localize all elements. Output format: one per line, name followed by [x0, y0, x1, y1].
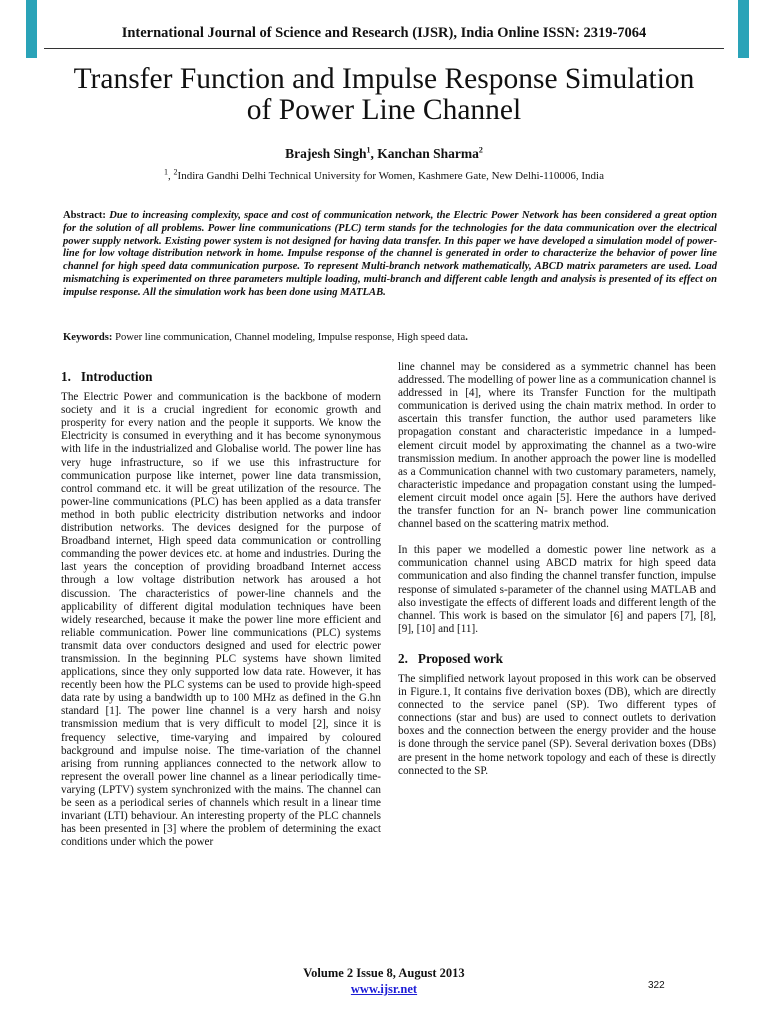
proposed-paragraph-1: The simplified network layout proposed in this work can be observed in Figure.1, It contains five derivation boxes (DB), which are directly connected to the service panel (SP). Two different types of connections (star and bus) are used to connect outlets to derivation boxes and the connection between the energy provider and the house is done through the service panel (SP). Several derivation boxes (DBs) are present in the home network topology and each of these is directly connected to the SP. [398, 672, 716, 777]
page-number: 322 [648, 980, 665, 991]
left-column [61, 370, 381, 849]
journal-header: International Journal of Science and Research (IJSR), India Online ISSN: 2319-7064 [121, 25, 647, 41]
keywords-text: Power line communication, Channel modeling, Impulse response, High speed data [115, 332, 466, 343]
section-title: Introduction [80, 369, 153, 384]
section-heading-proposed-work [398, 652, 716, 665]
author-affiliation-mark: 2 [478, 145, 483, 155]
abstract [63, 210, 717, 300]
affiliation [40, 167, 728, 182]
affiliation-mark: 2 [173, 167, 178, 177]
keywords-end: . [465, 332, 468, 343]
affiliation-separator: , [168, 170, 174, 182]
intro-paragraph-2: line channel may be considered as a symmetric channel has been addressed. The modelling of power line as a communication channel is addressed in [4], where its Transfer Function for the multipath communication is derived using the chain matrix method. In order to ascertain this transfer function, the author used parameters like propagation constant and characteristic impedance in a lumped-element circuit model by approximating the channel as a two-wire transmission medium. In another approach the power line is modelled as a Communication channel with two customary parameters, namely, characteristic impedance and propagation constant using the lumped-element circuit model once again [5]. Here the authors have derived the transfer function for an N- branch power line communication channel based on the scattering matrix method. [398, 361, 716, 531]
section-heading-introduction [61, 370, 381, 383]
paper-title [40, 64, 728, 126]
footer-link[interactable]: www.ijsr.net [350, 982, 418, 996]
author-name: Kanchan Sharma [377, 146, 479, 161]
author-list [40, 146, 728, 162]
abstract-text: Due to increasing complexity, space and cost of communication network, the Electric Power Network has been considered a great option for the solution of all problems. Power line communications (PLC) term stands for the technologies for the data communication over the electrical power supply network. Existing power system is not designed for having data transfer. In this paper we have developed a simulation model of power-line for low voltage distribution network in home. Impulse response of the channel is generated in order to characterize the behavior of power line channel for high speed data communication purpose. To represent Multi-branch network mathematically, ABCD matrix parameters are used. Load mismatching is experimented on three parameters multiple loading, multi-branch and different cable length and analysis is presented of its effect on impulse response. All the simulation work has been done using MATLAB. [63, 210, 717, 298]
right-column [398, 361, 716, 778]
affiliation-mark: 1 [164, 167, 169, 177]
section-title: Proposed work [417, 650, 504, 666]
intro-paragraph-1: The Electric Power and communication is the backbone of modern society and it is a crucial ingredient for economic growth and prosperity for every nation and the people it supports. We know the Electricity is consumed in everything and it has become synonymous with life in the industrialized and Globalise world. The power line has very huge infrastructure, so if we use this infrastructure for communication purpose like internet, power line data transmission, control command etc. it will be great utilization of the resource. The power-line communications (PLC) has been applied as a data transfer method in both public electricity distribution networks and indoor distribution networks. The devices designed for the purpose of Broadband internet, High speed data communication or controlling commanding the power devices etc. at home and industries. During the last years the conception of providing broadband Internet access through a low voltage distribution network has aroused a hot discussion. The characteristics of power-line channels and the applicability of different digital modulation techniques have been widely researched, because it make the power line more efficient and reliable communication. Power line communications (PLC) systems transmit data over conductors designed and used for electric power transmission. In the beginning PLC systems have shown limited applications, since they only supported low data rate. However, it has recently been how the PLC systems can be used to provide high-speed data rate by using a bandwidth up to 100 MHz as defined in the G.hn standard [1]. The power line channel is a very harsh and noisy transmission medium that is very difficult to model [2], since it is frequency selective, time-varying and impaired by coloured background and impulse noise. The time-variation of the channel arising from running appliances connected to the network allow to represent the overall power line channel as a linear periodically time-varying (LPTV) system synchronized with the mains. The channel can be seen as a periodical series of channels which result in a linear time invariant (LTI) behaviour. An interesting property of the PLC channels has been presented in [3] where the problem of determining the exact conditions under which the power [61, 391, 381, 849]
author-separator: , [370, 146, 378, 161]
intro-paragraph-3: In this paper we modelled a domestic power line network as a communication channel using ABCD matrix for high speed data communication and also finding the channel transfer function, impulse response of simulated s-parameter of the channel using MATLAB and also investigate the effects of different loads and different length of the channel. This work is based on the simulator [6] and papers [7], [8], [9], [10] and [11]. [398, 544, 716, 635]
author-name: Brajesh Singh [285, 146, 367, 161]
keywords-label: Keywords: [63, 332, 113, 343]
keywords [63, 331, 717, 344]
paper-title-line2: of Power Line Channel [246, 94, 522, 126]
footer-volume: Volume 2 Issue 8, August 2013 [303, 966, 465, 980]
right-accent-bar [738, 0, 749, 58]
abstract-label: Abstract: [63, 210, 106, 221]
left-accent-bar [26, 0, 37, 58]
affiliation-text: Indira Gandhi Delhi Technical University for Women, Kashmere Gate, New Delhi-110006, India [177, 170, 604, 182]
header-divider [44, 48, 724, 49]
section-number: 2. [398, 650, 408, 666]
author-affiliation-mark: 1 [366, 145, 371, 155]
paper-title-line1: Transfer Function and Impulse Response Simulation [73, 63, 695, 95]
section-number: 1. [61, 369, 71, 384]
